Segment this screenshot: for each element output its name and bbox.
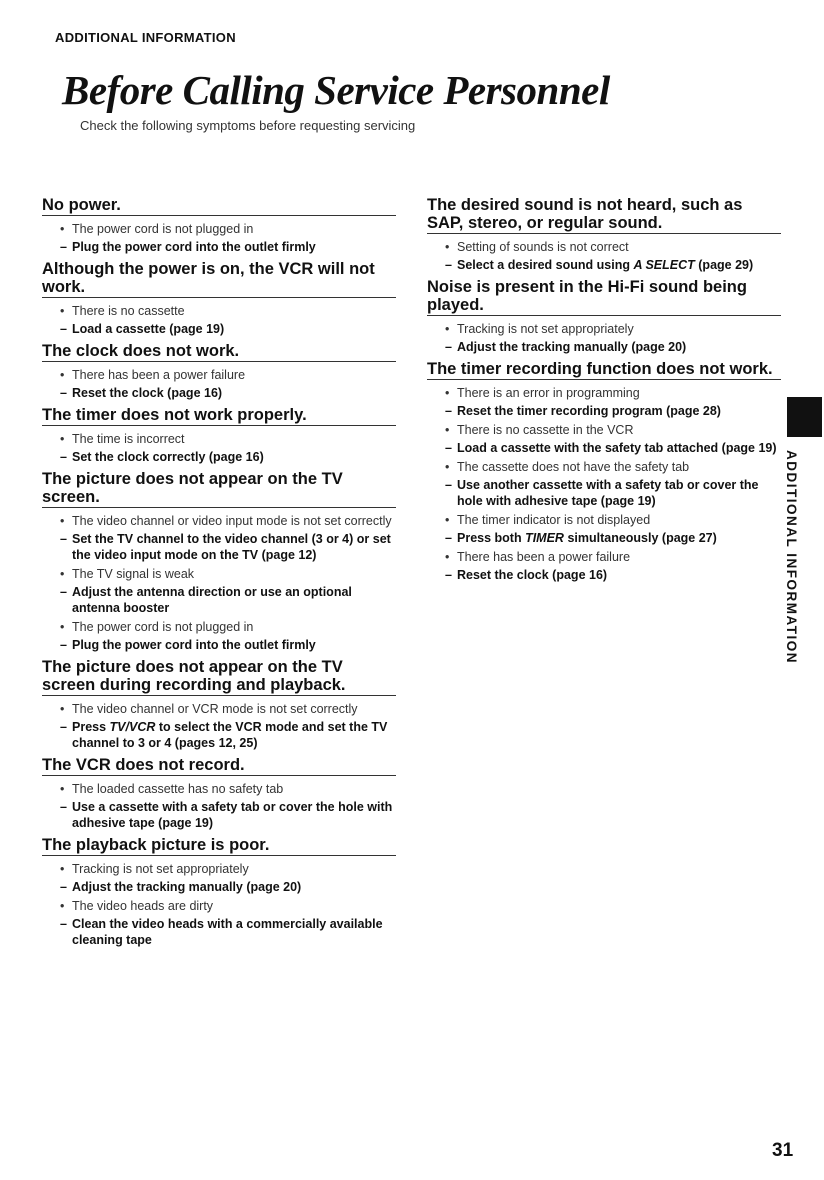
trouble-section: [427, 360, 781, 583]
trouble-item: [42, 781, 396, 831]
trouble-section: [42, 658, 396, 751]
symptom-text: • The video heads are dirty: [60, 898, 396, 914]
symptom-text: • There has been a power failure: [60, 367, 396, 383]
remedy-text: [60, 531, 396, 563]
trouble-section: [42, 836, 396, 948]
symptom-text: • There is no cassette: [60, 303, 396, 319]
trouble-section: [42, 470, 396, 653]
remedy-text: [60, 637, 396, 653]
symptom-text: • The loaded cassette has no safety tab: [60, 781, 396, 797]
trouble-section: [42, 260, 396, 337]
section-heading: The timer does not work properly.: [42, 406, 396, 426]
section-heading: The desired sound is not heard, such as SAP, stereo, or regular sound.: [427, 196, 781, 234]
remedy-segment: Set the clock correctly (page 16): [72, 450, 264, 464]
section-heading: The playback picture is poor.: [42, 836, 396, 856]
remedy-segment: Adjust the antenna direction or use an optional antenna booster: [72, 585, 352, 615]
chapter-tab-marker: [787, 397, 822, 437]
remedy-text: [445, 477, 781, 509]
right-column: [427, 196, 781, 588]
remedy-segment: Clean the video heads with a commercially available cleaning tape: [72, 917, 383, 947]
section-header-label: ADDITIONAL INFORMATION: [55, 30, 236, 45]
trouble-item: [427, 239, 781, 273]
remedy-segment: simultaneously (page 27): [563, 531, 717, 545]
remedy-segment: Set the TV channel to the video channel (3 or 4) or set the video input mode on the TV (page 12): [72, 532, 391, 562]
trouble-item: [42, 566, 396, 616]
trouble-item: [42, 861, 396, 895]
remedy-text: [60, 449, 396, 465]
remedy-segment: Press both: [457, 531, 526, 545]
symptom-text: • There is no cassette in the VCR: [445, 422, 781, 438]
trouble-item: [427, 459, 781, 509]
section-heading: Although the power is on, the VCR will not work.: [42, 260, 396, 298]
symptom-text: • The time is incorrect: [60, 431, 396, 447]
remedy-text: [445, 440, 781, 456]
remedy-segment: Use another cassette with a safety tab or cover the hole with adhesive tape (page 19): [457, 478, 759, 508]
trouble-item: [42, 431, 396, 465]
remedy-segment: Reset the clock (page 16): [72, 386, 223, 400]
trouble-item: [42, 367, 396, 401]
trouble-item: [42, 898, 396, 948]
remedy-text: [60, 321, 396, 337]
trouble-item: [427, 422, 781, 456]
trouble-section: [42, 756, 396, 831]
section-heading: The picture does not appear on the TV screen during recording and playback.: [42, 658, 396, 696]
left-column: [42, 196, 396, 953]
symptom-text: • The video channel or VCR mode is not set correctly: [60, 701, 396, 717]
page-number: 31: [772, 1140, 794, 1161]
trouble-item: [427, 385, 781, 419]
trouble-section: [42, 342, 396, 401]
button-name: TIMER: [525, 531, 564, 545]
section-heading: The picture does not appear on the TV screen.: [42, 470, 396, 508]
remedy-segment: Reset the timer recording program (page 28): [457, 404, 721, 418]
symptom-text: • The power cord is not plugged in: [60, 619, 396, 635]
section-heading: The VCR does not record.: [42, 756, 396, 776]
section-heading: The clock does not work.: [42, 342, 396, 362]
remedy-segment: Adjust the tracking manually (page 20): [457, 340, 687, 354]
remedy-segment: Plug the power cord into the outlet firmly: [72, 240, 316, 254]
remedy-text: [445, 403, 781, 419]
page-subtitle: Check the following symptoms before requesting servicing: [80, 118, 416, 133]
trouble-section: [427, 278, 781, 355]
symptom-text: • There is an error in programming: [445, 385, 781, 401]
remedy-segment: Select a desired sound using: [457, 258, 634, 272]
section-heading: No power.: [42, 196, 396, 216]
symptom-text: • The timer indicator is not displayed: [445, 512, 781, 528]
remedy-text: [60, 719, 396, 751]
button-name: A SELECT: [633, 258, 695, 272]
remedy-segment: to select the VCR mode and set the TV channel to 3 or 4 (pages 12, 25): [72, 720, 388, 750]
symptom-text: • The cassette does not have the safety tab: [445, 459, 781, 475]
remedy-text: [60, 239, 396, 255]
remedy-text: [60, 385, 396, 401]
symptom-text: • Tracking is not set appropriately: [445, 321, 781, 337]
remedy-text: [445, 530, 781, 546]
remedy-segment: Load a cassette (page 19): [72, 322, 225, 336]
trouble-section: [42, 196, 396, 255]
chapter-side-label: ADDITIONAL INFORMATION: [784, 450, 799, 664]
trouble-item: [427, 512, 781, 546]
trouble-item: [427, 549, 781, 583]
remedy-segment: Load a cassette with the safety tab attached (page 19): [457, 441, 777, 455]
remedy-segment: Plug the power cord into the outlet firmly: [72, 638, 316, 652]
remedy-text: [60, 584, 396, 616]
trouble-item: [427, 321, 781, 355]
section-heading: The timer recording function does not work.: [427, 360, 781, 380]
symptom-text: • The video channel or video input mode is not set correctly: [60, 513, 396, 529]
remedy-segment: Press: [72, 720, 110, 734]
trouble-section: [42, 406, 396, 465]
remedy-segment: Use a cassette with a safety tab or cover the hole with adhesive tape (page 19): [72, 800, 393, 830]
remedy-text: [60, 879, 396, 895]
symptom-text: • There has been a power failure: [445, 549, 781, 565]
remedy-text: [445, 567, 781, 583]
section-heading: Noise is present in the Hi-Fi sound being played.: [427, 278, 781, 316]
remedy-segment: Reset the clock (page 16): [457, 568, 608, 582]
trouble-section: [427, 196, 781, 273]
remedy-segment: (page 29): [694, 258, 754, 272]
remedy-text: [445, 339, 781, 355]
symptom-text: • The TV signal is weak: [60, 566, 396, 582]
button-name: TV/VCR: [109, 720, 156, 734]
remedy-segment: Adjust the tracking manually (page 20): [72, 880, 302, 894]
remedy-text: [60, 799, 396, 831]
symptom-text: • Setting of sounds is not correct: [445, 239, 781, 255]
trouble-item: [42, 619, 396, 653]
remedy-text: [445, 257, 781, 273]
remedy-text: [60, 916, 396, 948]
symptom-text: • The power cord is not plugged in: [60, 221, 396, 237]
trouble-item: [42, 513, 396, 563]
symptom-text: • Tracking is not set appropriately: [60, 861, 396, 877]
page-title: Before Calling Service Personnel: [62, 67, 610, 113]
trouble-item: [42, 303, 396, 337]
trouble-item: [42, 221, 396, 255]
trouble-item: [42, 701, 396, 751]
